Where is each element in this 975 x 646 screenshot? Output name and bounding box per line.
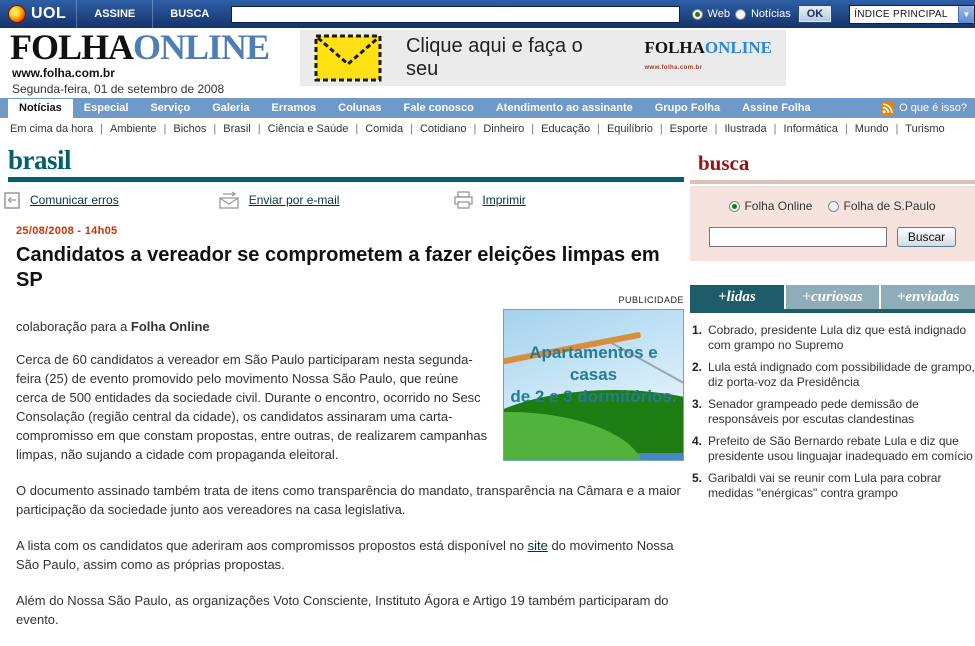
uol-logo[interactable]	[8, 5, 66, 23]
news-item-number: 5.	[692, 471, 703, 485]
news-tabs	[690, 285, 975, 313]
banner-logo-url: www.folha.com.br	[644, 65, 703, 71]
apartment-ad[interactable]	[503, 309, 684, 461]
current-date: Segunda-feira, 01 de setembro de 2008	[12, 82, 225, 96]
report-error-icon	[4, 192, 22, 209]
nav-item-servico[interactable]: Serviço	[150, 102, 191, 114]
report-errors-link[interactable]	[4, 192, 119, 209]
list-item	[692, 323, 975, 353]
rss-help-link[interactable]	[881, 102, 967, 115]
article-paragraph-2: O documento assinado também trata de itens como transparência do mandato, transparência na Câmara e a maior participação da sociedade junto aos vereadores na casa legislativa.	[16, 483, 681, 517]
busca-rule	[690, 180, 975, 184]
list-item	[692, 434, 975, 464]
banner-logo-online: ONLINE	[704, 38, 772, 57]
sub-item-comida[interactable]: Comida	[365, 123, 404, 135]
index-dropdown-value: ÍNDICE PRINCIPAL	[854, 8, 948, 20]
action-bar	[0, 182, 690, 217]
sub-item-bichos[interactable]: Bichos	[173, 123, 207, 135]
send-email-label: Enviar por e-mail	[248, 193, 340, 207]
rss-icon	[881, 102, 894, 115]
nav-item-assine-folha[interactable]: Assine Folha	[742, 102, 811, 114]
busca-button[interactable]: BUSCA	[152, 0, 226, 28]
send-email-link[interactable]	[219, 191, 340, 209]
folha-online-logo[interactable]	[10, 28, 269, 66]
section-header	[0, 146, 690, 182]
tab-mais-curiosas[interactable]: +curiosas	[786, 285, 880, 309]
news-item-number: 1.	[692, 323, 703, 337]
sub-item-cotidiano[interactable]: Cotidiano	[419, 123, 467, 135]
news-item-number: 4.	[692, 434, 703, 448]
assine-button[interactable]: ASSINE	[76, 0, 152, 28]
news-item-link[interactable]: Lula está indignado com possibilidade de grampo, diz porta-voz da Presidência	[708, 360, 975, 389]
uol-ball-icon	[8, 5, 26, 23]
email-icon	[219, 191, 241, 209]
buscar-button[interactable]: Buscar	[897, 227, 956, 247]
noticias-radio[interactable]	[735, 9, 746, 20]
article-paragraph-1: Cerca de 60 candidatos a vereador em São Paulo participaram nesta segunda-feira (25) de evento promovido pelo movimento Nossa São Paulo, que reúne cerca de 500 entidades da sociedade civil. Durante o encontro, ocorrido no Sesc Consolação (região central da cidade), os candidatos assinaram uma carta-compromisso em que constam propostas, entre outras, de realizarem campanhas limpas, não sujando a cidade com propaganda eleitoral.	[16, 352, 488, 462]
sub-item-esporte[interactable]: Esporte	[669, 123, 708, 135]
banner-folha-logo	[644, 40, 772, 76]
ok-button[interactable]: OK	[799, 6, 832, 22]
nav-item-fale-conosco[interactable]: Fale conosco	[403, 102, 474, 114]
article-datetime: 25/08/2008 - 14h05	[16, 225, 118, 237]
ad-text	[504, 342, 683, 408]
masthead	[0, 28, 975, 98]
ad-text-line1: Apartamentos e casas	[529, 343, 658, 384]
news-item-number: 2.	[692, 360, 703, 374]
print-label: Imprimir	[482, 193, 526, 207]
news-item-link[interactable]: Garibaldi vai se reunir com Lula para cobrar medidas "enérgicas" contra grampo	[708, 471, 942, 500]
site-link[interactable]: site	[527, 538, 548, 553]
busca-box	[690, 186, 975, 261]
nav-item-atendimento[interactable]: Atendimento ao assinante	[495, 102, 633, 114]
paragraph-3-before: A lista com os candidatos que aderiram aos compromissos propostos está disponível no	[16, 538, 528, 553]
sub-item-ambiente[interactable]: Ambiente	[110, 123, 157, 135]
main-nav	[0, 98, 975, 118]
sub-item-dinheiro[interactable]: Dinheiro	[483, 123, 525, 135]
logo-folha-text: FOLHA	[10, 27, 134, 67]
nav-tab-noticias[interactable]: Notícias	[8, 99, 73, 118]
sub-item-informatica[interactable]: Informática	[783, 123, 838, 135]
folha-online-radio-option[interactable]	[729, 199, 812, 213]
sub-item-brasil[interactable]: Brasil	[223, 123, 251, 135]
site-url: www.folha.com.br	[12, 66, 115, 80]
ad-text-line2: de 2 e 3 dormitórios.	[510, 387, 677, 406]
uol-logo-text: UOL	[31, 5, 67, 22]
sub-nav: Em cima da hora | Ambiente | Bichos | Brasil | Ciência e Saúde | Comida | Cotidiano | Dinheiro | Educação | Equilíbrio | Esporte | Ilustrada | Informática | Mundo | Turismo	[10, 123, 945, 135]
index-dropdown[interactable]	[849, 5, 975, 24]
byline-prefix: colaboração para a	[16, 319, 131, 334]
news-item-number: 3.	[692, 397, 703, 411]
busca-title: busca	[698, 151, 750, 175]
folha-spaulo-radio-label: Folha de S.Paulo	[843, 199, 936, 213]
tab-mais-enviadas[interactable]: +enviadas	[881, 285, 975, 309]
folha-online-radio[interactable]	[729, 201, 740, 212]
sub-item-equilibrio[interactable]: Equilíbrio	[606, 123, 653, 135]
article	[0, 217, 690, 629]
news-item-link[interactable]: Cobrado, presidente Lula diz que está indignado com grampo no Supremo	[708, 323, 967, 352]
news-item-link[interactable]: Senador grampeado pede demissão de responsáveis por escutas clandestinas	[708, 397, 919, 426]
list-item	[692, 471, 975, 501]
sub-item-ciencia-saude[interactable]: Ciência e Saúde	[267, 123, 349, 135]
busca-search-input[interactable]	[709, 227, 887, 247]
noticias-radio-label: Notícias	[750, 8, 791, 20]
page-title: brasil	[8, 145, 72, 175]
web-radio[interactable]	[692, 9, 703, 20]
sub-item-em-cima-da-hora[interactable]: Em cima da hora	[10, 123, 94, 135]
rss-help-label: O que é isso?	[899, 102, 967, 114]
byline-source: Folha Online	[130, 319, 210, 334]
tab-mais-lidas[interactable]: +lidas	[690, 285, 784, 309]
envelope-icon	[314, 34, 382, 82]
news-item-link[interactable]: Prefeito de São Bernardo rebate Lula e diz que presidente usou linguajar inadequado em comício	[708, 434, 973, 463]
logo-online-text: ONLINE	[133, 27, 270, 67]
banner-ad[interactable]	[300, 30, 786, 86]
busca-header	[690, 151, 975, 184]
sub-item-mundo[interactable]: Mundo	[854, 123, 889, 135]
article-paragraph-3	[16, 536, 684, 574]
sub-item-ilustrada[interactable]: Ilustrada	[724, 123, 767, 135]
paragraph-3-after: do movimento Nossa São Paulo, assim como as próprias propostas.	[16, 538, 674, 572]
nav-item-galeria[interactable]: Galeria	[212, 102, 250, 114]
nav-item-grupo-folha[interactable]: Grupo Folha	[654, 102, 721, 114]
banner-logo-folha: FOLHA	[644, 38, 705, 57]
folha-spaulo-radio[interactable]	[828, 201, 839, 212]
sidebar-ad-block	[503, 295, 684, 461]
top-news-list	[690, 323, 975, 501]
folha-spaulo-radio-option[interactable]	[828, 199, 935, 213]
sub-item-turismo[interactable]: Turismo	[905, 123, 945, 135]
publicidade-label: PUBLICIDADE	[618, 295, 684, 305]
report-errors-label: Comunicar erros	[30, 193, 119, 207]
nav-item-especial[interactable]: Especial	[83, 102, 129, 114]
sub-item-educacao[interactable]: Educação	[541, 123, 591, 135]
print-icon	[454, 191, 474, 209]
uol-search-input[interactable]	[231, 6, 679, 23]
print-link[interactable]	[454, 191, 525, 209]
list-item	[692, 360, 975, 390]
uol-top-bar	[0, 0, 975, 28]
nav-item-erramos[interactable]: Erramos	[271, 102, 317, 114]
list-item	[692, 397, 975, 427]
nav-item-colunas[interactable]: Colunas	[338, 102, 382, 114]
folha-online-radio-label: Folha Online	[744, 199, 813, 213]
banner-text: Clique aqui e faça o seu	[405, 35, 583, 80]
web-radio-label: Web	[707, 8, 730, 20]
article-headline: Candidatos a vereador se comprometem a fazer eleições limpas em SP	[16, 244, 660, 291]
chevron-down-icon: ▼	[958, 6, 974, 23]
article-paragraph-4: Além do Nossa São Paulo, as organizações Voto Consciente, Instituto Ágora e Artigo 19 também participaram do evento.	[16, 593, 669, 627]
